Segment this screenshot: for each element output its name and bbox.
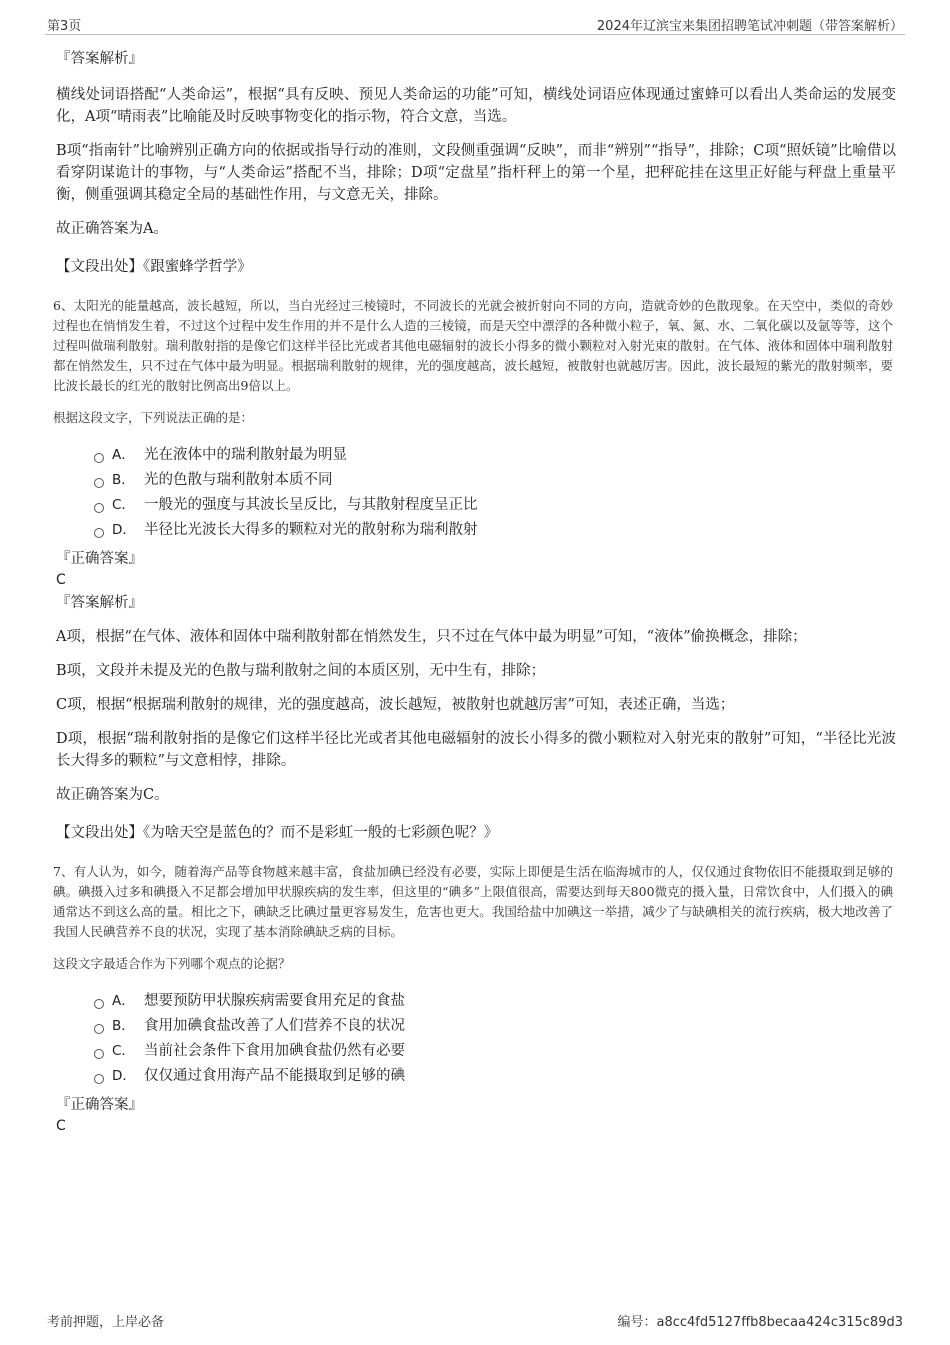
option-d[interactable] bbox=[94, 1063, 896, 1088]
option-text: 当前社会条件下食用加碘食盐仍然有必要 bbox=[144, 1042, 405, 1059]
analysis-conclusion: 故正确答案为C。 bbox=[56, 787, 169, 803]
radio-icon[interactable] bbox=[94, 999, 104, 1009]
radio-icon[interactable] bbox=[94, 1049, 104, 1059]
option-letter: D． bbox=[112, 521, 136, 538]
page-header bbox=[45, 14, 905, 35]
option-d[interactable] bbox=[94, 517, 896, 542]
option-letter: A． bbox=[112, 992, 135, 1009]
correct-answer-label: 『正确答案』 bbox=[56, 1097, 143, 1113]
question-stem: 7、有人认为，如今，随着海产品等食物越来越丰富，食盐加碘已经没有必要，实际上即便是生活在临海城市的人，仅仅通过食物依旧不能摄取到足够的碘。碘摄入过多和碘摄入不足都会增加甲状腺疾病的发生率，但这里的“碘多”上限值很高，需要达到每天800微克的摄入量，日常饮食中，人们摄入的碘通常达不到这么高的量。相比之下，碘缺乏比碘过量更容易发生，危害也更大。我国给盐中加碘这一举措，减少了与缺碘相关的流行疾病，极大地改善了我国人民碘营养不良的状况，实现了基本消除碘缺乏病的目标。 bbox=[53, 864, 893, 939]
analysis-paragraph: D项，根据“瑞利散射指的是像它们这样半径比光或者其他电磁辐射的波长小得多的微小颗粒对入射光束的散射”可知，“半径比光波长大得多的颗粒”与文意相悖，排除。 bbox=[56, 731, 896, 769]
option-c[interactable] bbox=[94, 492, 896, 517]
radio-icon[interactable] bbox=[94, 478, 104, 488]
analysis-label: 『答案解析』 bbox=[56, 595, 143, 611]
analysis-paragraph: B项“指南针”比喻辨别正确方向的依据或指导行动的准则，文段侧重强调“反映”，而非“辨别”“指导”，排除；C项“照妖镜”比喻借以看穿阴谋诡计的事物，与“人类命运”搭配不当，排除；D项“定盘星”指杆秤上的第一个星，把秤砣挂在这里正好能与秤盘上重量平衡，侧重强调其稳定全局的基础性作用，与文意无关，排除。 bbox=[56, 143, 896, 203]
option-letter: B． bbox=[112, 471, 135, 488]
previous-question-analysis bbox=[56, 48, 896, 278]
option-text: 想要预防甲状腺疾病需要食用充足的食盐 bbox=[144, 992, 405, 1009]
analysis-paragraph: A项，根据“在气体、液体和固体中瑞利散射都在悄然发生，只不过在气体中最为明显”可知，“液体”偷换概念，排除； bbox=[56, 629, 807, 645]
question-7 bbox=[53, 862, 896, 1136]
option-list bbox=[94, 988, 896, 1088]
page-number: 第3页 bbox=[47, 19, 82, 34]
question-prompt: 这段文字最适合作为下列哪个观点的论据？ bbox=[53, 956, 291, 971]
analysis-paragraph: C项，根据“根据瑞利散射的规律，光的强度越高，波长越短，被散射也就越厉害”可知，表述正确，当选； bbox=[56, 697, 735, 713]
option-text: 一般光的强度与其波长呈反比，与其散射程度呈正比 bbox=[144, 496, 478, 513]
code-value: a8cc4fd5127ffb8becaa424c315c89d3 bbox=[656, 1315, 903, 1330]
option-b[interactable] bbox=[94, 1013, 896, 1038]
document-code bbox=[617, 1311, 903, 1330]
option-letter: C． bbox=[112, 1042, 135, 1059]
analysis-paragraph: B项，文段并未提及光的色散与瑞利散射之间的本质区别，无中生有，排除； bbox=[56, 663, 546, 679]
radio-icon[interactable] bbox=[94, 1024, 104, 1034]
analysis-paragraph: 横线处词语搭配“人类命运”，根据“具有反映、预见人类命运的功能”可知，横线处词语应体现通过蜜蜂可以看出人类命运的发展变化，A项“晴雨表”比喻能及时反映事物变化的指示物，符合文意，当选。 bbox=[56, 87, 896, 125]
question-prompt: 根据这段文字，下列说法正确的是： bbox=[53, 410, 254, 425]
analysis-label: 『答案解析』 bbox=[56, 51, 143, 67]
correct-answer-label: 『正确答案』 bbox=[56, 551, 143, 567]
question-stem: 6、太阳光的能量越高，波长越短，所以，当白光经过三棱镜时，不同波长的光就会被折射向不同的方向，造就奇妙的色散现象。在天空中，类似的奇妙过程也在悄悄发生着，不过这个过程中发生作用的并不是什么人造的三棱镜，而是天空中漂浮的各种微小粒子，氧、氮、水、二氧化碳以及氩等等，这个过程叫做瑞利散射。瑞利散射指的是像它们这样半径比光或者其他电磁辐射的波长小得多的微小颗粒对入射光束的散射。在气体、液体和固体中瑞利散射都在悄然发生，只不过在气体中最为明显。根据瑞利散射的规律，光的强度越高，波长越短，被散射也就越厉害。因此，波长最短的紫光的散射频率，要比波长最长的红光的散射比例高出9倍以上。 bbox=[53, 298, 893, 393]
radio-icon[interactable] bbox=[94, 503, 104, 513]
question-6 bbox=[53, 296, 896, 844]
analysis-conclusion: 故正确答案为A。 bbox=[56, 221, 168, 237]
option-b[interactable] bbox=[94, 467, 896, 492]
option-c[interactable] bbox=[94, 1038, 896, 1063]
radio-icon[interactable] bbox=[94, 453, 104, 463]
radio-icon[interactable] bbox=[94, 528, 104, 538]
radio-icon[interactable] bbox=[94, 1074, 104, 1084]
passage-source: 【文段出处】《跟蜜蜂学哲学》 bbox=[56, 259, 252, 275]
correct-answer: C bbox=[56, 1118, 66, 1134]
option-letter: B． bbox=[112, 1017, 135, 1034]
passage-source: 【文段出处】《为啥天空是蓝色的？而不是彩虹一般的七彩颜色呢？》 bbox=[56, 825, 499, 841]
footer-slogan: 考前押题，上岸必备 bbox=[47, 1315, 165, 1330]
option-a[interactable] bbox=[94, 988, 896, 1013]
correct-answer: C bbox=[56, 572, 66, 588]
document-title: 2024年辽滨宝来集团招聘笔试冲刺题（带答案解析） bbox=[596, 19, 903, 34]
option-text: 光在液体中的瑞利散射最为明显 bbox=[144, 446, 347, 463]
option-text: 食用加碘食盐改善了人们营养不良的状况 bbox=[144, 1017, 405, 1034]
option-letter: C． bbox=[112, 496, 135, 513]
option-text: 半径比光波长大得多的颗粒对光的散射称为瑞利散射 bbox=[144, 521, 478, 538]
option-list bbox=[94, 442, 896, 542]
option-text: 仅仅通过食用海产品不能摄取到足够的碘 bbox=[144, 1067, 405, 1084]
option-a[interactable] bbox=[94, 442, 896, 467]
page-content bbox=[53, 48, 896, 1138]
option-text: 光的色散与瑞利散射本质不同 bbox=[144, 471, 333, 488]
page-footer bbox=[45, 1311, 905, 1331]
option-letter: D． bbox=[112, 1067, 136, 1084]
option-letter: A． bbox=[112, 446, 135, 463]
code-label: 编号： bbox=[617, 1315, 657, 1330]
